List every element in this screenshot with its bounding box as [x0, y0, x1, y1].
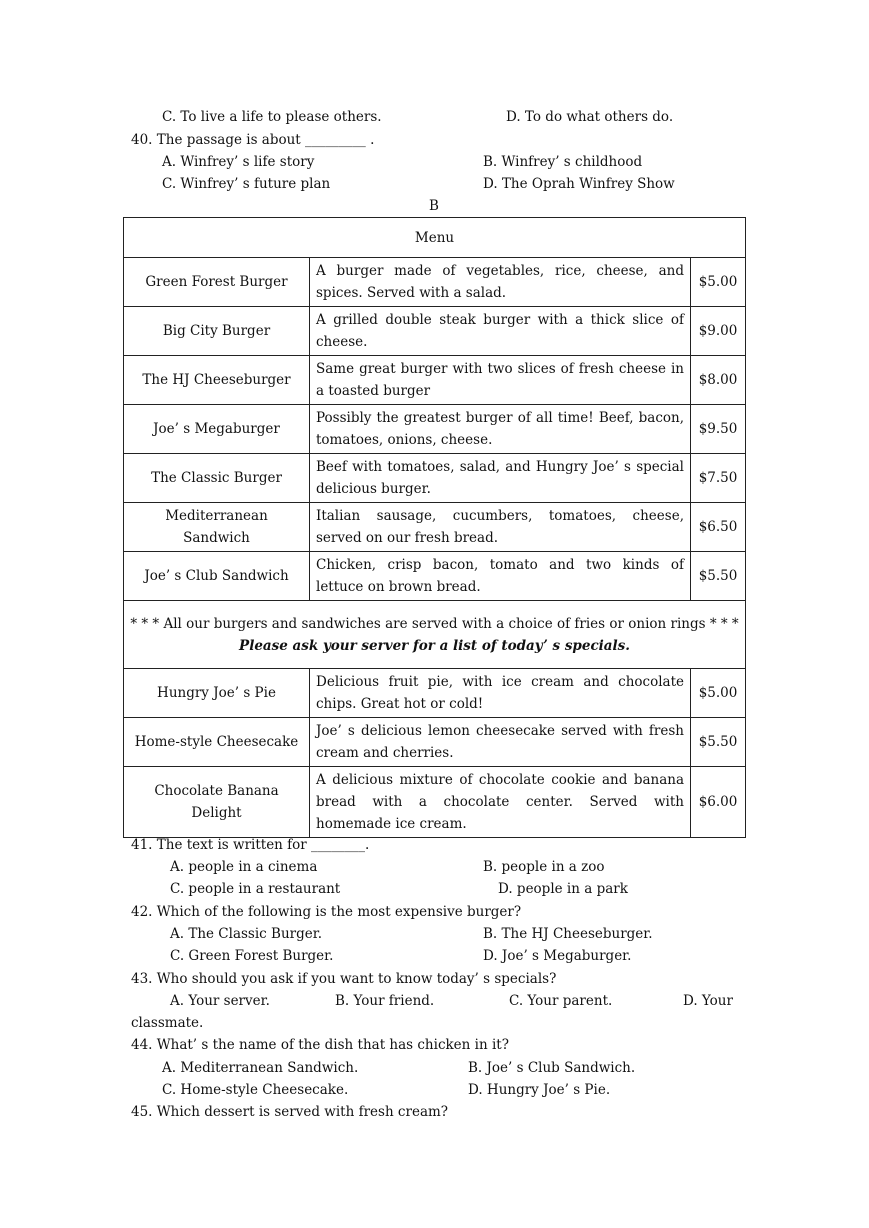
item-price: $5.00 — [691, 669, 746, 718]
menu-note-cell — [124, 601, 746, 669]
q43-option-c: C. Your parent. — [509, 993, 613, 1009]
q40-option-d: D. The Oprah Winfrey Show — [483, 176, 675, 192]
item-desc: Joe’ s delicious lemon cheesecake served with fresh cream and cherries. — [310, 718, 691, 767]
q40-question: 40. The passage is about _________ . — [131, 132, 375, 148]
menu-row — [124, 307, 746, 356]
menu-row — [124, 669, 746, 718]
item-price: $8.00 — [691, 356, 746, 405]
item-desc: Chicken, crisp bacon, tomato and two kinds of lettuce on brown bread. — [310, 552, 691, 601]
menu-row — [124, 258, 746, 307]
q44-option-a: A. Mediterranean Sandwich. — [162, 1060, 359, 1076]
item-price: $5.50 — [691, 718, 746, 767]
menu-table — [123, 217, 746, 838]
q41-question: 41. The text is written for ________. — [131, 837, 370, 853]
q43-option-a: A. Your server. — [170, 993, 270, 1009]
q39-option-d: D. To do what others do. — [506, 109, 674, 125]
item-price: $5.50 — [691, 552, 746, 601]
item-desc: A delicious mixture of chocolate cookie and banana bread with a chocolate center. Served with homemade ice cream. — [310, 767, 691, 838]
item-desc: A grilled double steak burger with a thick slice of cheese. — [310, 307, 691, 356]
menu-row — [124, 718, 746, 767]
item-desc: Same great burger with two slices of fresh cheese in a toasted burger — [310, 356, 691, 405]
q43-question: 43. Who should you ask if you want to know today’ s specials? — [131, 971, 557, 987]
q41-option-c: C. people in a restaurant — [170, 881, 341, 897]
q45-question: 45. Which dessert is served with fresh cream? — [131, 1104, 449, 1120]
menu-specials-note: Please ask your server for a list of today’ s specials. — [239, 637, 630, 654]
item-name: Hungry Joe’ s Pie — [124, 669, 310, 718]
q40-option-a: A. Winfrey’ s life story — [162, 154, 315, 170]
q40-option-c: C. Winfrey’ s future plan — [162, 176, 331, 192]
item-desc: A burger made of vegetables, rice, cheese, and spices. Served with a salad. — [310, 258, 691, 307]
item-desc: Delicious fruit pie, with ice cream and chocolate chips. Great hot or cold! — [310, 669, 691, 718]
q39-option-c: C. To live a life to please others. — [162, 109, 382, 125]
item-name: Joe’ s Club Sandwich — [124, 552, 310, 601]
q41-option-a: A. people in a cinema — [170, 859, 318, 875]
menu-row — [124, 405, 746, 454]
q44-option-b: B. Joe’ s Club Sandwich. — [468, 1060, 636, 1076]
item-desc: Beef with tomatoes, salad, and Hungry Joe’ s special delicious burger. — [310, 454, 691, 503]
q43-option-d: D. Your — [683, 993, 733, 1009]
item-price: $5.00 — [691, 258, 746, 307]
item-name: Green Forest Burger — [124, 258, 310, 307]
q42-option-a: A. The Classic Burger. — [170, 926, 322, 942]
item-name: Big City Burger — [124, 307, 310, 356]
menu-row — [124, 552, 746, 601]
menu-row — [124, 454, 746, 503]
item-desc: Italian sausage, cucumbers, tomatoes, cheese, served on our fresh bread. — [310, 503, 691, 552]
menu-note: * * * All our burgers and sandwiches are served with a choice of fries or onion rings * * * — [130, 615, 739, 632]
item-price: $6.00 — [691, 767, 746, 838]
q41-option-d: D. people in a park — [498, 881, 628, 897]
q42-option-d: D. Joe’ s Megaburger. — [483, 948, 632, 964]
q40-option-b: B. Winfrey’ s childhood — [483, 154, 643, 170]
item-name: The HJ Cheeseburger — [124, 356, 310, 405]
item-name: Home-style Cheesecake — [124, 718, 310, 767]
q42-option-b: B. The HJ Cheeseburger. — [483, 926, 653, 942]
q44-option-c: C. Home-style Cheesecake. — [162, 1082, 349, 1098]
item-price: $6.50 — [691, 503, 746, 552]
q44-question: 44. What’ s the name of the dish that has chicken in it? — [131, 1037, 509, 1053]
item-name: Chocolate Banana Delight — [124, 767, 310, 838]
item-price: $9.00 — [691, 307, 746, 356]
item-name: Mediterranean Sandwich — [124, 503, 310, 552]
q42-question: 42. Which of the following is the most expensive burger? — [131, 904, 522, 920]
q44-option-d: D. Hungry Joe’ s Pie. — [468, 1082, 611, 1098]
q43-option-d-continued: classmate. — [131, 1015, 204, 1031]
menu-row — [124, 356, 746, 405]
q41-option-b: B. people in a zoo — [483, 859, 605, 875]
item-name: The Classic Burger — [124, 454, 310, 503]
item-desc: Possibly the greatest burger of all time! Beef, bacon, tomatoes, onions, cheese. — [310, 405, 691, 454]
q42-option-c: C. Green Forest Burger. — [170, 948, 334, 964]
menu-row — [124, 503, 746, 552]
section-label: B — [429, 198, 439, 214]
menu-row — [124, 767, 746, 838]
item-name: Joe’ s Megaburger — [124, 405, 310, 454]
item-price: $7.50 — [691, 454, 746, 503]
menu-title: Menu — [124, 218, 746, 258]
q43-option-b: B. Your friend. — [335, 993, 435, 1009]
item-price: $9.50 — [691, 405, 746, 454]
